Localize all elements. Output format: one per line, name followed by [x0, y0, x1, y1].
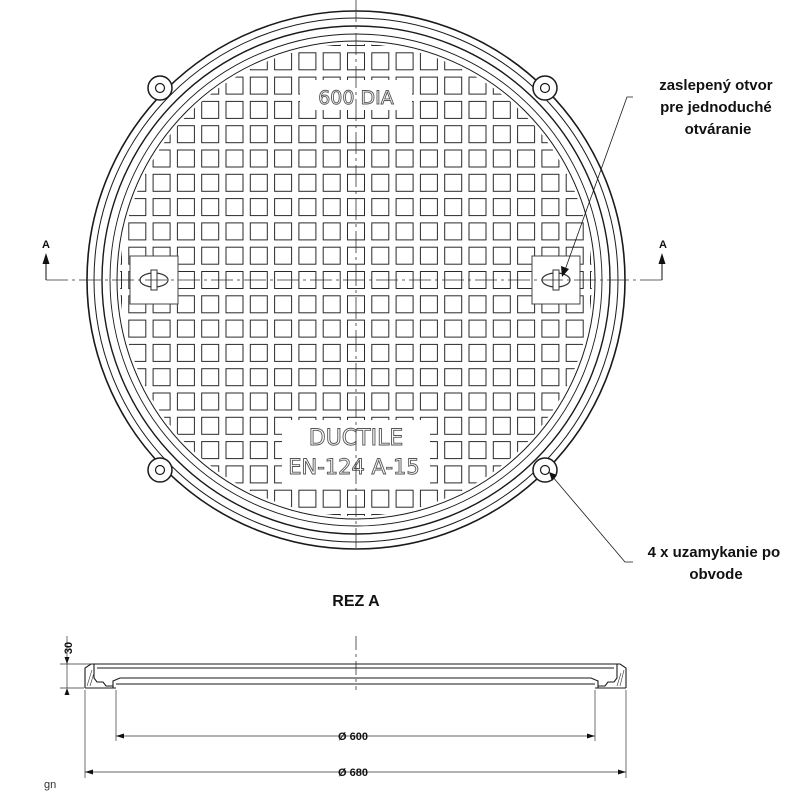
- grid-cell: [226, 369, 243, 386]
- grid-cell: [323, 320, 340, 337]
- section-arrow-right: [659, 239, 668, 280]
- grid-cell: [250, 344, 267, 361]
- grid-cell: [469, 247, 486, 264]
- grid-cell: [445, 223, 462, 240]
- grid-cell: [202, 393, 219, 410]
- grid-cell: [153, 369, 170, 386]
- grid-cell: [420, 53, 437, 70]
- grid-cell: [177, 320, 194, 337]
- dim-height-value: 30: [63, 641, 75, 655]
- grid-cell: [542, 174, 559, 191]
- dim-inner-value: Ø 600: [338, 731, 368, 743]
- grid-cell: [420, 369, 437, 386]
- grid-cell: [250, 320, 267, 337]
- grid-cell: [250, 126, 267, 143]
- grid-cell: [542, 150, 559, 167]
- grid-cell: [445, 77, 462, 94]
- grid-cell: [226, 126, 243, 143]
- dim-outer-value: Ø 680: [338, 767, 368, 779]
- grid-cell: [250, 369, 267, 386]
- cover-standard-text: EN-124 A-15: [288, 455, 420, 479]
- grid-cell: [469, 417, 486, 434]
- callout-locking: [549, 472, 784, 583]
- grid-cell: [396, 199, 413, 216]
- grid-cell: [202, 199, 219, 216]
- grid-cell: [323, 126, 340, 143]
- grid-cell: [226, 490, 243, 507]
- grid-cell: [372, 174, 389, 191]
- grid-cell: [202, 442, 219, 459]
- grid-cell: [396, 344, 413, 361]
- grid-cell: [226, 344, 243, 361]
- grid-cell: [542, 369, 559, 386]
- grid-cell: [226, 174, 243, 191]
- grid-cell: [396, 150, 413, 167]
- plan-view: [42, 0, 667, 549]
- grid-cell: [518, 150, 535, 167]
- grid-cell: [372, 247, 389, 264]
- grid-cell: [469, 53, 486, 70]
- grid-cell: [420, 126, 437, 143]
- grid-cell: [420, 247, 437, 264]
- grid-cell: [299, 150, 316, 167]
- grid-cell: [153, 223, 170, 240]
- grid-cell: [542, 223, 559, 240]
- grid-cell: [275, 53, 292, 70]
- grid-cell: [518, 344, 535, 361]
- grid-cell: [493, 247, 510, 264]
- grid-cell: [153, 174, 170, 191]
- grid-cell: [372, 126, 389, 143]
- grid-cell: [372, 199, 389, 216]
- grid-cell: [396, 126, 413, 143]
- grid-cell: [566, 150, 583, 167]
- grid-cell: [275, 393, 292, 410]
- grid-cell: [493, 126, 510, 143]
- callout-blind-hole-line2: pre jednoduché: [660, 99, 772, 116]
- grid-cell: [372, 223, 389, 240]
- grid-cell: [202, 247, 219, 264]
- grid-cell: [396, 393, 413, 410]
- grid-cell: [202, 344, 219, 361]
- grid-cell: [250, 296, 267, 313]
- grid-cell: [202, 369, 219, 386]
- grid-cell: [275, 101, 292, 118]
- grid-cell: [493, 101, 510, 118]
- grid-cell: [493, 393, 510, 410]
- grid-cell: [299, 369, 316, 386]
- grid-cell: [299, 53, 316, 70]
- grid-cell: [445, 126, 462, 143]
- grid-cell: [299, 490, 316, 507]
- grid-cell: [493, 320, 510, 337]
- grid-cell: [275, 150, 292, 167]
- grid-cell: [275, 296, 292, 313]
- grid-cell: [250, 223, 267, 240]
- grid-cell: [469, 150, 486, 167]
- grid-cell: [420, 393, 437, 410]
- grid-cell: [129, 344, 146, 361]
- grid-cell: [177, 296, 194, 313]
- grid-cell: [323, 247, 340, 264]
- grid-cell: [226, 199, 243, 216]
- grid-cell: [153, 393, 170, 410]
- grid-cell: [396, 174, 413, 191]
- grid-cell: [275, 199, 292, 216]
- grid-cell: [177, 393, 194, 410]
- grid-cell: [469, 490, 486, 507]
- grid-cell: [420, 344, 437, 361]
- grid-cell: [202, 150, 219, 167]
- grid-cell: [226, 150, 243, 167]
- grid-cell: [396, 247, 413, 264]
- grid-cell: [177, 126, 194, 143]
- corner-fragment-text: gn: [44, 779, 57, 791]
- grid-cell: [323, 393, 340, 410]
- locking-lug-bottom-left: [148, 458, 172, 482]
- grid-cell: [566, 393, 583, 410]
- grid-cell: [250, 174, 267, 191]
- grid-cell: [275, 344, 292, 361]
- grid-cell: [445, 101, 462, 118]
- grid-cell: [299, 296, 316, 313]
- grid-cell: [372, 320, 389, 337]
- grid-cell: [177, 223, 194, 240]
- grid-cell: [493, 417, 510, 434]
- section-title: REZ A: [332, 593, 380, 610]
- grid-cell: [250, 101, 267, 118]
- cover-diameter-text: 600 DIA: [318, 87, 394, 109]
- callout-blind-hole-line1: zaslepený otvor: [659, 77, 773, 94]
- grid-cell: [445, 393, 462, 410]
- cover-profile: [85, 664, 626, 688]
- grid-cell: [420, 199, 437, 216]
- grid-cell: [250, 466, 267, 483]
- grid-cell: [445, 150, 462, 167]
- grid-cell: [493, 344, 510, 361]
- grid-cell: [396, 53, 413, 70]
- grid-cell: [420, 320, 437, 337]
- grid-cell: [275, 247, 292, 264]
- grid-cell: [469, 77, 486, 94]
- grid-cell: [177, 369, 194, 386]
- grid-cell: [153, 344, 170, 361]
- grid-cell: [129, 223, 146, 240]
- grid-cell: [226, 101, 243, 118]
- grid-cell: [226, 247, 243, 264]
- cover-material-text: DUCTILE: [308, 426, 404, 451]
- grid-cell: [299, 393, 316, 410]
- section-view: [60, 593, 626, 779]
- grid-cell: [202, 223, 219, 240]
- grid-cell: [372, 150, 389, 167]
- grid-cell: [518, 393, 535, 410]
- locking-lug-top-left: [148, 76, 172, 100]
- grid-cell: [469, 344, 486, 361]
- grid-cell: [469, 369, 486, 386]
- svg-text:zaslepený otvor pre jedn: [659, 77, 777, 138]
- dim-height: [60, 636, 92, 695]
- grid-cell: [202, 174, 219, 191]
- grid-cell: [250, 417, 267, 434]
- grid-cell: [372, 393, 389, 410]
- grid-cell: [250, 199, 267, 216]
- grid-cell: [396, 296, 413, 313]
- grid-cell: [299, 126, 316, 143]
- grid-cell: [445, 442, 462, 459]
- grid-cell: [469, 466, 486, 483]
- grid-cell: [372, 369, 389, 386]
- grid-cell: [226, 223, 243, 240]
- grid-cell: [396, 223, 413, 240]
- callout-blind-hole: [561, 77, 777, 277]
- grid-cell: [469, 320, 486, 337]
- grid-cell: [299, 344, 316, 361]
- grid-cell: [129, 199, 146, 216]
- section-arrow-left: [42, 239, 50, 280]
- grid-cell: [250, 77, 267, 94]
- grid-cell: [372, 490, 389, 507]
- grid-cell: [493, 223, 510, 240]
- grid-cell: [469, 174, 486, 191]
- grid-cell: [323, 296, 340, 313]
- grid-cell: [177, 199, 194, 216]
- grid-cell: [445, 417, 462, 434]
- grid-cell: [202, 101, 219, 118]
- dim-inner-diameter: [116, 690, 595, 743]
- grid-cell: [445, 344, 462, 361]
- grid-cell: [275, 174, 292, 191]
- grid-cell: [275, 77, 292, 94]
- grid-cell: [469, 223, 486, 240]
- grid-cell: [566, 320, 583, 337]
- grid-cell: [153, 199, 170, 216]
- grid-cell: [323, 174, 340, 191]
- grid-cell: [202, 417, 219, 434]
- grid-cell: [372, 344, 389, 361]
- grid-cell: [445, 247, 462, 264]
- grid-cell: [372, 296, 389, 313]
- svg-text:4 x uzamykanie po obvode: [648, 544, 785, 583]
- grid-cell: [566, 344, 583, 361]
- grid-cell: [518, 174, 535, 191]
- callout-blind-hole-line3: otváranie: [684, 121, 752, 138]
- grid-cell: [177, 174, 194, 191]
- grid-cell: [129, 150, 146, 167]
- grid-cell: [299, 223, 316, 240]
- grid-cell: [518, 223, 535, 240]
- grid-cell: [469, 101, 486, 118]
- grid-cell: [518, 101, 535, 118]
- grid-cell: [153, 320, 170, 337]
- grid-cell: [226, 393, 243, 410]
- grid-cell: [226, 77, 243, 94]
- grid-cell: [493, 199, 510, 216]
- grid-cell: [420, 490, 437, 507]
- grid-cell: [177, 442, 194, 459]
- grid-cell: [469, 393, 486, 410]
- grid-cell: [493, 369, 510, 386]
- grid-cell: [129, 393, 146, 410]
- grid-cell: [275, 369, 292, 386]
- grid-cell: [202, 126, 219, 143]
- grid-cell: [445, 320, 462, 337]
- grid-cell: [518, 126, 535, 143]
- grid-cell: [445, 174, 462, 191]
- grid-cell: [323, 369, 340, 386]
- grid-cell: [323, 150, 340, 167]
- grid-cell: [226, 53, 243, 70]
- grid-cell: [299, 247, 316, 264]
- grid-cell: [518, 320, 535, 337]
- grid-cell: [469, 126, 486, 143]
- grid-cell: [493, 174, 510, 191]
- grid-cell: [518, 199, 535, 216]
- grid-cell: [469, 442, 486, 459]
- grid-cell: [226, 296, 243, 313]
- grid-cell: [420, 77, 437, 94]
- grid-cell: [226, 320, 243, 337]
- grid-cell: [445, 296, 462, 313]
- grid-cell: [445, 369, 462, 386]
- grid-cell: [420, 174, 437, 191]
- grid-cell: [396, 320, 413, 337]
- grid-cell: [493, 150, 510, 167]
- grid-cell: [518, 369, 535, 386]
- svg-text:A: A: [42, 239, 50, 251]
- grid-cell: [323, 53, 340, 70]
- grid-cell: [323, 199, 340, 216]
- grid-cell: [420, 101, 437, 118]
- grid-cell: [372, 53, 389, 70]
- grid-cell: [299, 199, 316, 216]
- grid-cell: [396, 369, 413, 386]
- grid-cell: [299, 320, 316, 337]
- grid-cell: [396, 490, 413, 507]
- grid-cell: [275, 223, 292, 240]
- grid-cell: [420, 223, 437, 240]
- grid-cell: [542, 320, 559, 337]
- grid-cell: [469, 296, 486, 313]
- grid-cell: [226, 442, 243, 459]
- grid-cell: [250, 247, 267, 264]
- grid-cell: [323, 223, 340, 240]
- grid-cell: [226, 417, 243, 434]
- grid-cell: [518, 417, 535, 434]
- grid-cell: [518, 442, 535, 459]
- callout-locking-line2: obvode: [689, 566, 743, 583]
- locking-lug-top-right: [533, 76, 557, 100]
- grid-cell: [420, 296, 437, 313]
- grid-cell: [323, 344, 340, 361]
- grid-cell: [129, 320, 146, 337]
- grid-cell: [542, 344, 559, 361]
- grid-cell: [177, 344, 194, 361]
- grid-cell: [542, 199, 559, 216]
- grid-cell: [275, 320, 292, 337]
- svg-text:A: A: [659, 239, 667, 251]
- grid-cell: [250, 393, 267, 410]
- grid-cell: [177, 417, 194, 434]
- grid-cell: [153, 150, 170, 167]
- grid-cell: [177, 247, 194, 264]
- grid-cell: [445, 466, 462, 483]
- grid-cell: [493, 442, 510, 459]
- grid-cell: [226, 466, 243, 483]
- grid-cell: [445, 199, 462, 216]
- grid-cell: [202, 320, 219, 337]
- grid-cell: [177, 101, 194, 118]
- grid-cell: [323, 490, 340, 507]
- grid-cell: [566, 199, 583, 216]
- grid-cell: [542, 393, 559, 410]
- grid-cell: [299, 174, 316, 191]
- grid-cell: [493, 296, 510, 313]
- grid-cell: [420, 150, 437, 167]
- grid-cell: [275, 490, 292, 507]
- grid-cell: [250, 442, 267, 459]
- grid-cell: [202, 296, 219, 313]
- callout-locking-line1: 4 x uzamykanie po: [647, 544, 781, 561]
- grid-cell: [177, 150, 194, 167]
- grid-cell: [275, 126, 292, 143]
- grid-cell: [469, 199, 486, 216]
- grid-cell: [250, 150, 267, 167]
